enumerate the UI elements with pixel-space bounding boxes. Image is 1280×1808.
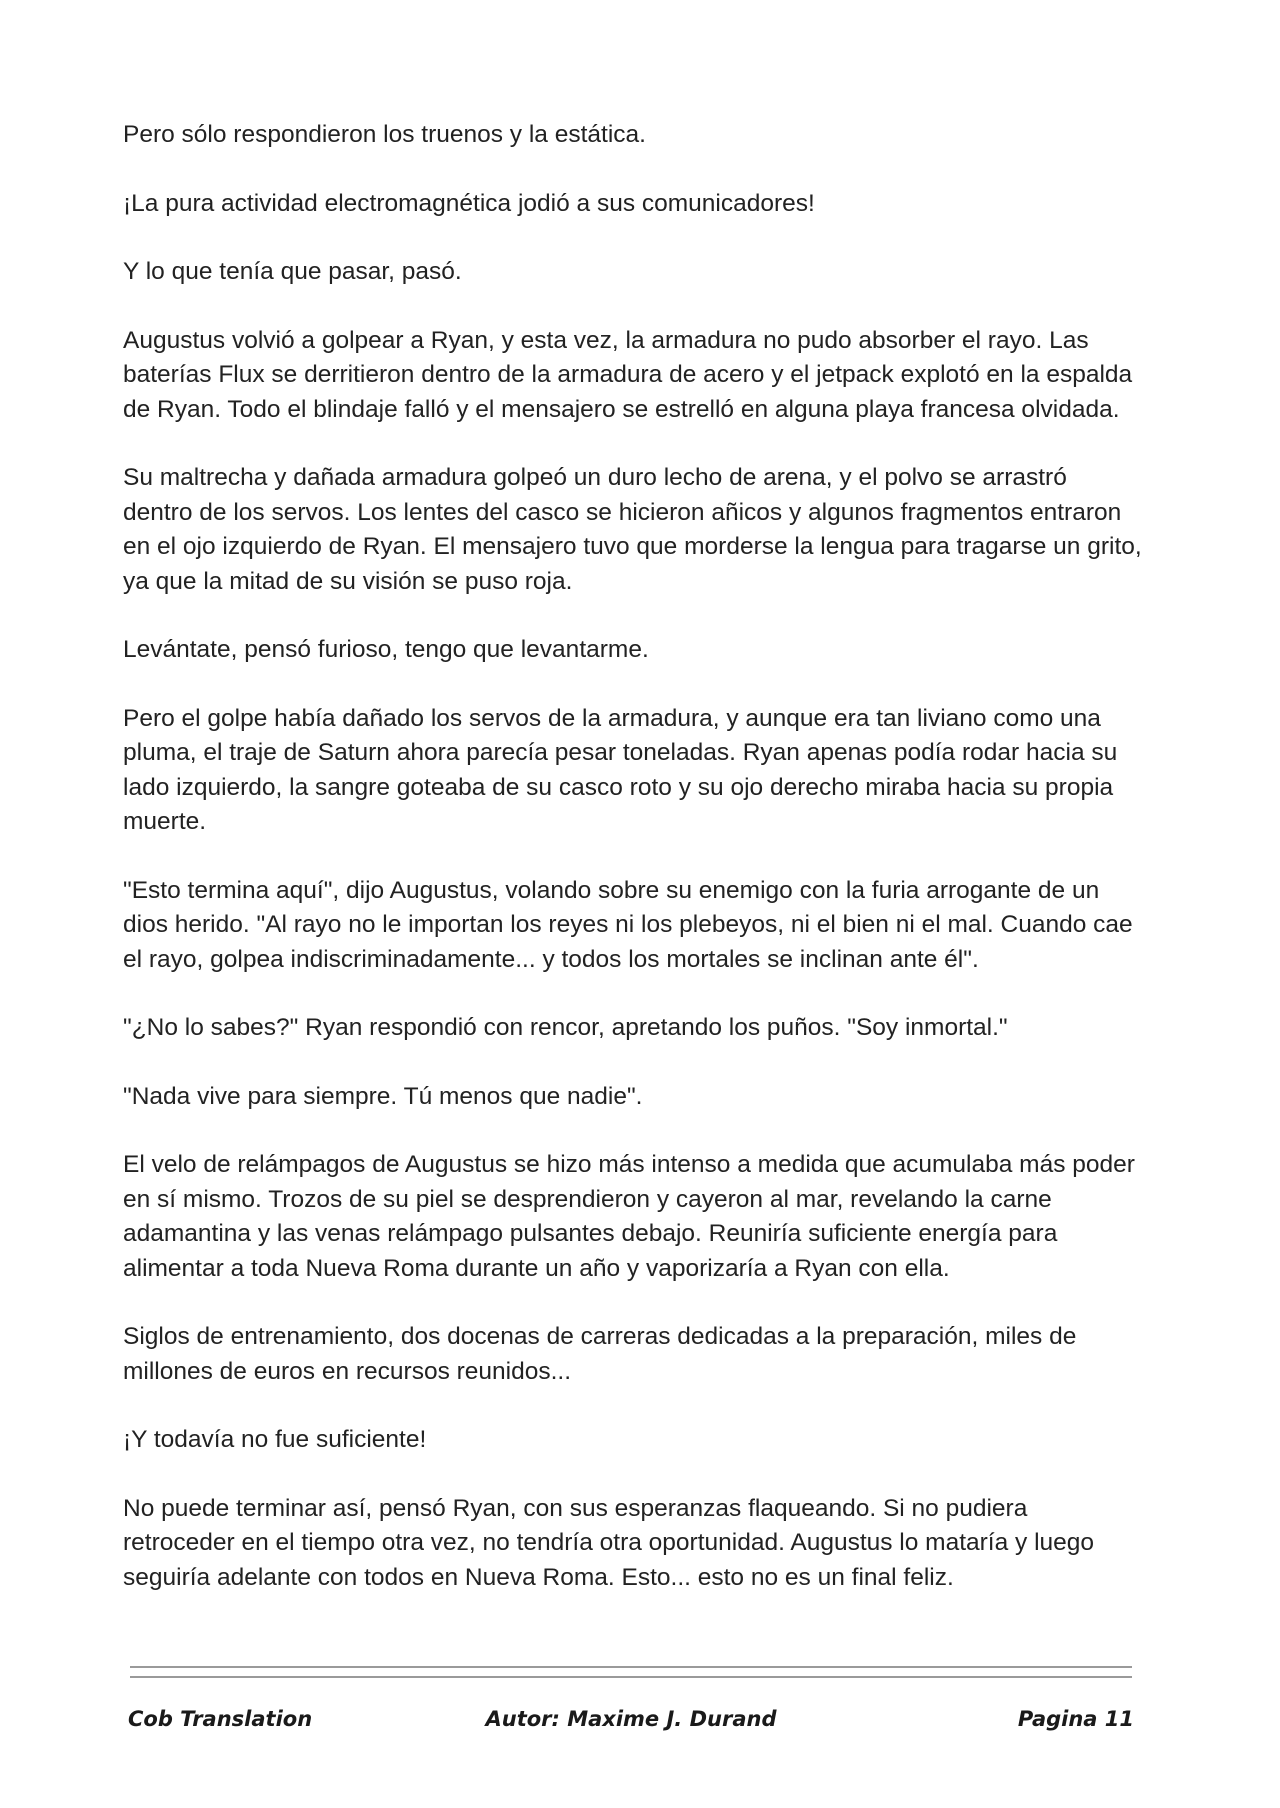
paragraph: Pero sólo respondieron los truenos y la estática.	[123, 121, 646, 148]
footer-rule-bottom	[130, 1676, 1132, 1678]
paragraph: Su maltrecha y dañada armadura golpeó un duro lecho de arena, y el polvo se arrastró dentro de los servos. Los lentes del casco se hicieron añicos y algunos fragmentos entraron en el ojo izquierdo de Ryan. El mensajero tuvo que morderse la lengua para tragarse un grito, ya que la mitad de su visión se puso roja.	[123, 464, 1142, 595]
footer-translator: Cob Translation	[128, 1707, 313, 1731]
paragraph: Siglos de entrenamiento, dos docenas de carreras dedicadas a la preparación, miles de millones de euros en recursos reunidos...	[123, 1323, 1077, 1385]
page-body	[123, 118, 1143, 1629]
paragraph: Y lo que tenía que pasar, pasó.	[123, 258, 462, 285]
page-footer	[128, 1707, 1134, 1741]
paragraph: El velo de relámpagos de Augustus se hizo más intenso a medida que acumulaba más poder en sí mismo. Trozos de su piel se desprendieron y cayeron al mar, revelando la carne adamantina y las venas relámpago pulsantes debajo. Reuniría suficiente energía para alimentar a toda Nueva Roma durante un año y vaporizaría a Ryan con ella.	[123, 1151, 1135, 1282]
footer-author: Autor: Maxime J. Durand	[485, 1707, 777, 1731]
paragraph: "Esto termina aquí", dijo Augustus, volando sobre su enemigo con la furia arrogante de un dios herido. "Al rayo no le importan los reyes ni los plebeyos, ni el bien ni el mal. Cuando cae el rayo, golpea indiscriminadamente... y todos los mortales se inclinan ante él".	[123, 876, 1133, 973]
paragraph: ¡Y todavía no fue suficiente!	[123, 1426, 427, 1453]
footer-rule-top	[130, 1666, 1132, 1668]
paragraph: Augustus volvió a golpear a Ryan, y esta vez, la armadura no pudo absorber el rayo. Las baterías Flux se derritieron dentro de la armadura de acero y el jetpack explotó en la espalda de Ryan. Todo el blindaje falló y el mensajero se estrelló en alguna playa francesa olvidada.	[123, 326, 1133, 423]
paragraph: Levántate, pensó furioso, tengo que levantarme.	[123, 636, 649, 663]
paragraph: "Nada vive para siempre. Tú menos que nadie".	[123, 1082, 643, 1110]
paragraph: "¿No lo sabes?" Ryan respondió con rencor, apretando los puños. "Soy inmortal."	[123, 1014, 1008, 1041]
paragraph: No puede terminar así, pensó Ryan, con sus esperanzas flaqueando. Si no pudiera retroceder en el tiempo otra vez, no tendría otra oportunidad. Augustus lo mataría y luego seguiría adelante con todos en Nueva Roma. Esto... esto no es un final feliz.	[123, 1494, 1095, 1591]
paragraph: Pero el golpe había dañado los servos de la armadura, y aunque era tan liviano como una pluma, el traje de Saturn ahora parecía pesar toneladas. Ryan apenas podía rodar hacia su lado izquierdo, la sangre goteaba de su casco roto y su ojo derecho miraba hacia su propia muerte.	[123, 704, 1118, 835]
paragraph: ¡La pura actividad electromagnética jodió a sus comunicadores!	[123, 189, 815, 217]
footer-page-number: Pagina 11	[1017, 1707, 1134, 1731]
footer-divider	[130, 1666, 1132, 1686]
